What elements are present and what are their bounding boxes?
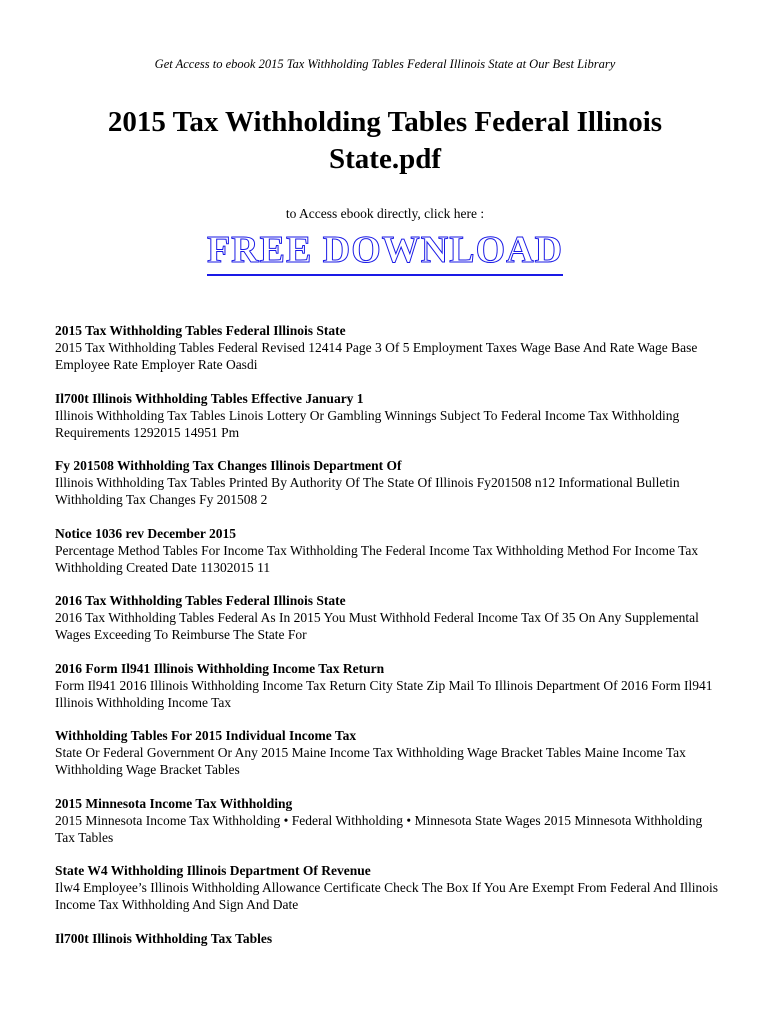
list-item xyxy=(55,862,725,913)
list-item xyxy=(55,795,725,846)
free-download-link[interactable]: FREE DOWNLOAD xyxy=(207,226,563,276)
entry-heading: 2015 Minnesota Income Tax Withholding xyxy=(55,795,293,811)
entry-text: State Or Federal Government Or Any 2015 Maine Income Tax Withholding Wage Bracket Tables Maine Income Tax Withholding Wage Bracket Tables xyxy=(55,745,686,777)
entry-text: 2015 Minnesota Income Tax Withholding • Federal Withholding • Minnesota State Wages 2015 Minnesota Withholding Tax Tables xyxy=(55,812,703,845)
entry-text: Form Il941 2016 Illinois Withholding Income Tax Return City State Zip Mail To Illinois Department Of 2016 Form Il941 Illinois Withholding Income Tax xyxy=(55,677,713,710)
list-item xyxy=(55,322,725,373)
entry-heading: 2016 Form Il941 Illinois Withholding Income Tax Return xyxy=(55,660,385,676)
entry-heading: Il700t Illinois Withholding Tables Effective January 1 xyxy=(55,390,364,406)
entry-text: Illinois Withholding Tax Tables Printed By Authority Of The State Of Illinois Fy201508 n12 Informational Bulletin Withholding Tax Changes Fy 201508 2 xyxy=(55,475,680,507)
entry-text: Ilw4 Employee’s Illinois Withholding Allowance Certificate Check The Box If You Are Exempt From Federal And Illinois Income Tax Withholding And Sign And Date xyxy=(55,880,718,912)
download-container xyxy=(0,226,770,276)
entry-heading: Notice 1036 rev December 2015 xyxy=(55,525,236,541)
entry-heading: 2015 Tax Withholding Tables Federal Illinois State xyxy=(55,323,346,338)
list-item xyxy=(55,390,725,441)
list-item xyxy=(55,727,725,778)
entry-heading: Fy 201508 Withholding Tax Changes Illinois Department Of xyxy=(55,458,402,473)
entry-heading: Withholding Tables For 2015 Individual Income Tax xyxy=(55,728,357,743)
list-item xyxy=(55,660,725,711)
list-item xyxy=(55,457,725,508)
entry-text: 2016 Tax Withholding Tables Federal As In 2015 You Must Withhold Federal Income Tax Of 35 On Any Supplemental Wages Exceeding To Reimburse The State For xyxy=(55,610,699,642)
list-item xyxy=(55,592,725,643)
list-item xyxy=(55,930,725,947)
entry-list xyxy=(55,322,725,963)
document-title: 2015 Tax Withholding Tables Federal Illinois State.pdf xyxy=(107,106,663,175)
entry-text: 2015 Tax Withholding Tables Federal Revised 12414 Page 3 Of 5 Employment Taxes Wage Base And Rate Wage Base Employee Rate Employer Rate Oasdi xyxy=(55,340,698,372)
entry-heading: 2016 Tax Withholding Tables Federal Illinois State xyxy=(55,593,346,608)
entry-text: Percentage Method Tables For Income Tax Withholding The Federal Income Tax Withholding Method For Income Tax Withholding Created Date 11302015 11 xyxy=(55,542,699,575)
access-text: to Access ebook directly, click here : xyxy=(285,206,485,221)
entry-heading: Il700t Illinois Withholding Tax Tables xyxy=(55,930,273,946)
list-item xyxy=(55,525,725,576)
page-header: Get Access to ebook 2015 Tax Withholding Tables Federal Illinois State at Our Best Library xyxy=(154,57,616,71)
entry-text: Illinois Withholding Tax Tables Linois Lottery Or Gambling Winnings Subject To Federal Income Tax Withholding Requirements 1292015 14951 Pm xyxy=(55,407,680,440)
entry-heading: State W4 Withholding Illinois Department Of Revenue xyxy=(55,863,371,878)
